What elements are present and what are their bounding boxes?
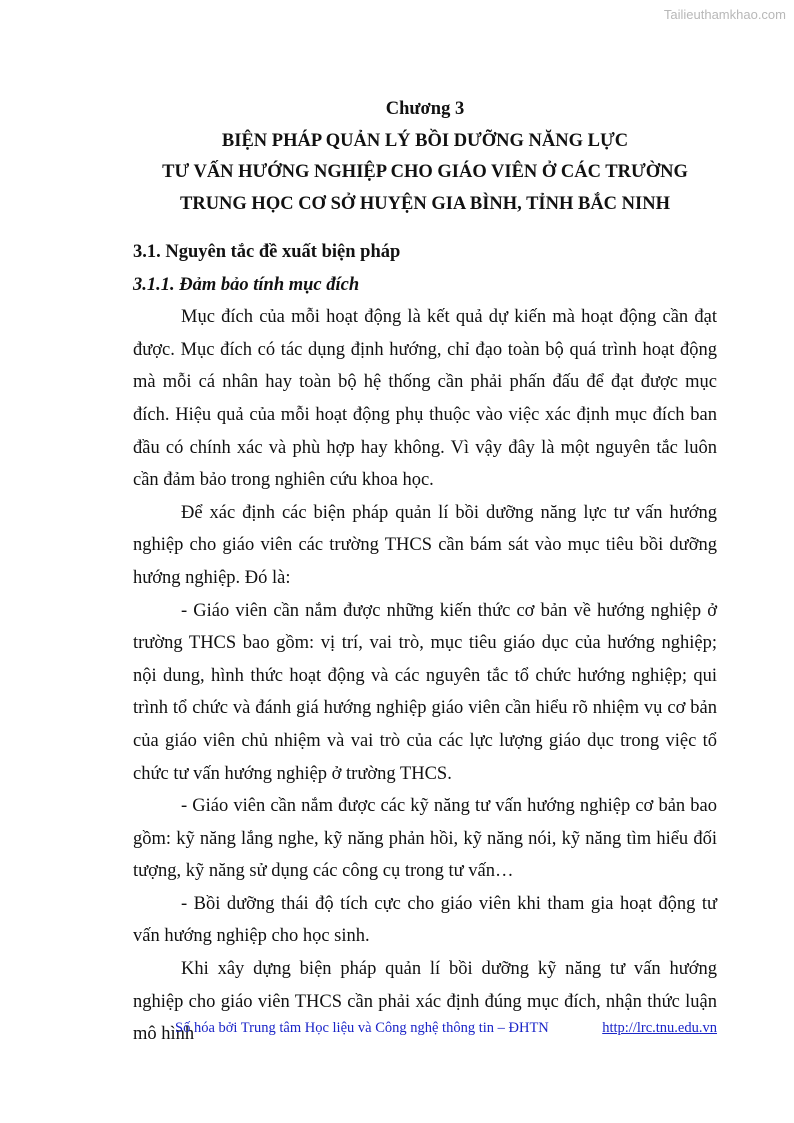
paragraph: - Giáo viên cần nắm được những kiến thức cơ bản về hướng nghiệp ở trường THCS bao gồm: vị trí, vai trò, mục tiêu giáo dục của hướng nghiệp; nội dung, hình thức hoạt động và các nguyên tắc tổ chức hướng nghiệp; qui trình tổ chức và đánh giá hướng nghiệp giáo viên cần hiểu rõ nhiệm vụ cơ bản của giáo viên chủ nhiệm và vai trò của các lực lượng giáo dục trong việc tổ chức tư vấn hướng nghiệp ở trường THCS. [133, 600, 717, 784]
section-heading: 3.1. Nguyên tắc đề xuất biện pháp [133, 242, 401, 262]
chapter-title-line-2: TƯ VẤN HƯỚNG NGHIỆP CHO GIÁO VIÊN Ở CÁC TRƯỜNG [162, 162, 688, 182]
paragraph: - Bồi dưỡng thái độ tích cực cho giáo viên khi tham gia hoạt động tư vấn hướng nghiệp cho học sinh. [133, 893, 717, 947]
watermark-text: Tailieuthamkhao.com [663, 7, 786, 22]
page-footer [175, 1020, 717, 1037]
subsection-heading: 3.1.1. Đảm bảo tính mục đích [133, 274, 360, 295]
paragraph: Để xác định các biện pháp quản lí bồi dưỡng năng lực tư vấn hướng nghiệp cho giáo viên các trường THCS cần bám sát vào mục tiêu bồi dưỡng hướng nghiệp. Đó là: [133, 502, 717, 588]
footer-link[interactable]: http://lrc.tnu.edu.vn [602, 1020, 717, 1036]
paragraph: - Giáo viên cần nắm được các kỹ năng tư vấn hướng nghiệp cơ bản bao gồm: kỹ năng lắng nghe, kỹ năng phản hồi, kỹ năng nói, kỹ năng tìm hiểu đối tượng, kỹ năng sử dụng các công cụ trong tư vấn… [133, 796, 717, 882]
paragraph: Khi xây dựng biện pháp quản lí bồi dưỡng kỹ năng tư vấn hướng nghiệp cho giáo viên THCS cần phải xác định đúng mục đích, nhận thức luận mô hình [133, 959, 717, 1045]
chapter-title-line-1: BIỆN PHÁP QUẢN LÝ BỒI DƯỠNG NĂNG LỰC [221, 130, 629, 151]
footer-credit: Số hóa bởi Trung tâm Học liệu và Công nghệ thông tin – ĐHTN [175, 1020, 549, 1036]
chapter-title-line-3: TRUNG HỌC CƠ SỞ HUYỆN GIA BÌNH, TỈNH BẮC NINH [180, 193, 670, 214]
paragraph: Mục đích của mỗi hoạt động là kết quả dự kiến mà hoạt động cần đạt được. Mục đích có tác dụng định hướng, chỉ đạo toàn bộ quá trình hoạt động mà mỗi cá nhân hay toàn bộ hệ thống cần phải phấn đấu để đạt được mục đích. Hiệu quả của mỗi hoạt động phụ thuộc vào việc xác định mục đích ban đầu có chính xác và phù hợp hay không. Vì vậy đây là một nguyên tắc luôn cần đảm bảo trong nghiên cứu khoa học. [133, 307, 717, 491]
chapter-number: Chương 3 [385, 99, 465, 119]
page-content [133, 236, 717, 1051]
chapter-heading [133, 94, 717, 220]
